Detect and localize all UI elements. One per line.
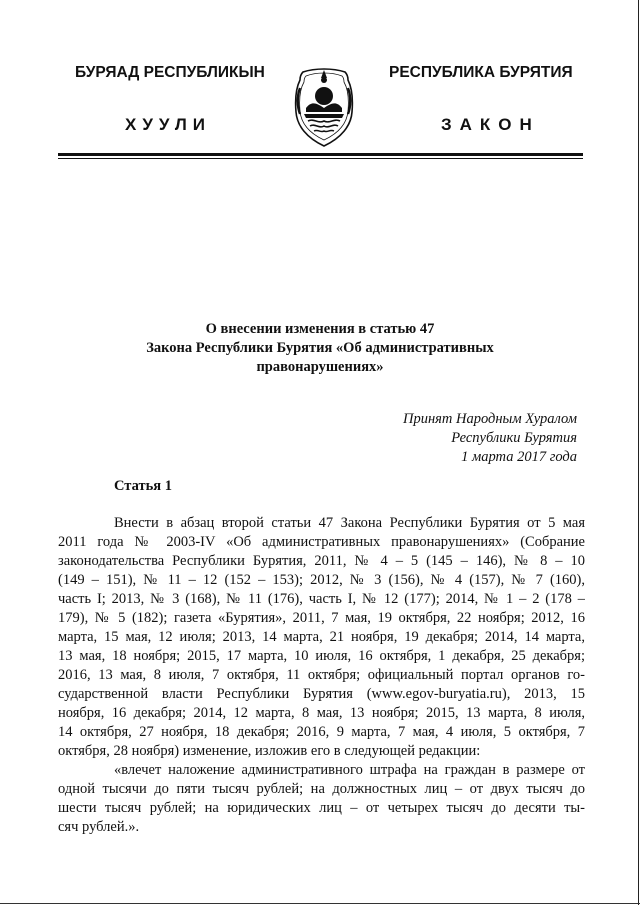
body-line: 2011 года № 2003-IV «Об административных правонарушениях» (Собрание: [58, 534, 585, 550]
body-line: шести тысяч рублей; на юридических лиц – от четырех тысяч до десяти ты-: [58, 800, 585, 816]
law-title-line: О внесении изменения в статью 47: [205, 321, 435, 337]
header-right-title: РЕСПУБЛИКА БУРЯТИЯ: [389, 64, 573, 81]
body-line: 14 октября, 27 ноября, 18 декабря; 2016, 9 марта, 7 мая, 4 июля, 5 октября, 7: [58, 724, 585, 740]
article-heading: Статья 1: [114, 478, 172, 494]
page-edge-bottom: [0, 903, 640, 904]
body-line: 2016, 13 мая, 8 июля, 7 октября, 11 октября; официальный портал органов го-: [58, 667, 585, 683]
body-line: октября, 28 ноября) изменение, изложив его в следующей редакции:: [58, 743, 481, 759]
body-line: (149 – 151), № 11 – 12 (152 – 153); 2012, № 3 (156), № 4 (157), № 7 (160),: [58, 572, 585, 588]
body-line: часть I; 2013, № 3 (168), № 11 (176), часть I, № 12 (177); 2014, № 1 – 2 (178 –: [58, 591, 585, 607]
body-line: марта, 15 мая, 12 июля; 2013, 14 марта, 21 ноября, 19 декабря; 2014, 14 марта,: [58, 629, 585, 645]
body-line: ноября, 16 декабря; 2014, 12 марта, 8 мая, 13 ноября; 2015, 13 марта, 8 июля,: [58, 705, 585, 721]
body-line: одной тысячи до пяти тысяч рублей; на должностных лиц – от двух тысяч до: [58, 781, 585, 797]
body-line: законодательства Республики Бурятия, 2011, № 4 – 5 (145 – 146), № 8 – 10: [58, 553, 585, 569]
header-right-subtitle: ЗАКОН: [441, 115, 540, 134]
adoption-note-line: 1 марта 2017 года: [461, 449, 577, 465]
law-title-line: правонарушениях»: [256, 359, 384, 375]
adoption-note-line: Принят Народным Хуралом: [402, 411, 577, 427]
body-line: сударственной власти Республики Бурятия (www.egov-buryatia.ru), 2013, 15: [58, 686, 585, 702]
page-edge-right: [638, 0, 639, 905]
adoption-note: [317, 410, 577, 467]
body-line: Внести в абзац второй статьи 47 Закона Республики Бурятия от 5 мая: [114, 515, 585, 531]
header-left-subtitle: ХУУЛИ: [125, 115, 211, 134]
body-line: сяч рублей.».: [58, 819, 140, 835]
adoption-note-line: Республики Бурятия: [451, 430, 577, 446]
law-title-line: Закона Республики Бурятия «Об административных: [146, 340, 494, 356]
body-line: «влечет наложение административного штрафа на граждан в размере от: [114, 762, 585, 778]
header-left-title: БУРЯАД РЕСПУБЛИКЫН: [75, 64, 265, 81]
law-title: [100, 320, 540, 377]
coat-of-arms-emblem: [292, 66, 356, 148]
header-divider-thick: [58, 153, 583, 156]
header-divider-thin: [58, 158, 583, 159]
body-line: 179), № 5 (182); газета «Бурятия», 2011, 7 мая, 19 октября, 22 ноября; 2012, 16: [58, 610, 585, 626]
article-body: [58, 514, 585, 837]
body-line: 13 мая, 18 ноября; 2015, 17 марта, 10 июля, 16 октября, 1 декабря, 25 декабря;: [58, 648, 585, 664]
